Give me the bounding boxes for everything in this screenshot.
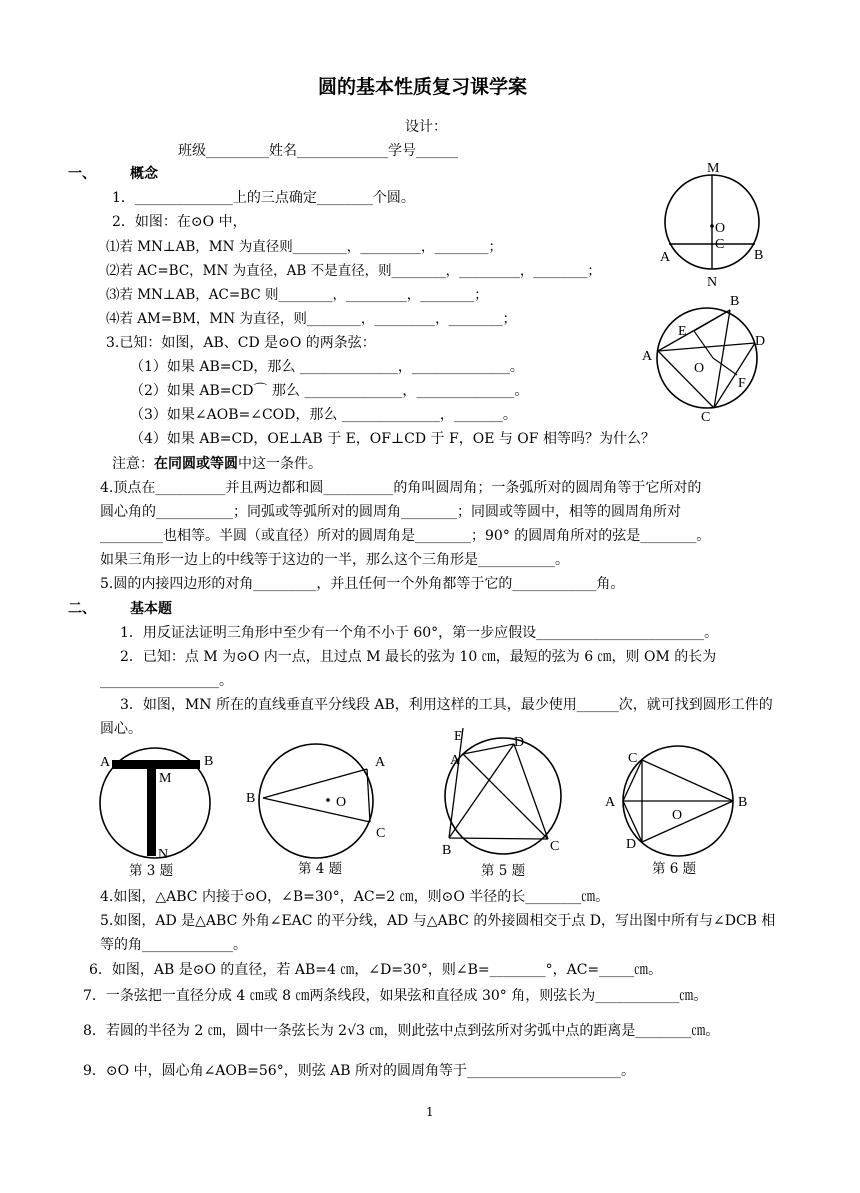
question-line: 4.如图，△ABC 内接于⊙O，∠B=30°，AC=2 ㎝，则⊙O 半径的长________㎝。 [100, 889, 610, 905]
label-C: C [376, 826, 386, 841]
question-line: 2．已知：点 M 为⊙O 内一点，且过点 M 最长的弦为 10 ㎝，最短的弦为 6 ㎝，则 OM 的长为 [120, 649, 717, 665]
note-emphasis: 在同圆或等圆 [154, 456, 238, 472]
label-A: A [660, 250, 671, 265]
label-B: B [754, 248, 764, 263]
label-C: C [715, 237, 725, 252]
label-B: B [246, 791, 256, 806]
paragraph-line: _________也相等。半圆（或直径）所对的圆周角是________；90° 的圆周角所对的弦是________。 [100, 528, 711, 544]
section-heading: 概念 [130, 166, 158, 182]
label-F: F [738, 376, 746, 391]
section-number: 二、 [68, 601, 96, 617]
label-D: D [755, 334, 766, 349]
question-line: 等的角_____________。 [100, 937, 247, 953]
concept-line: 3.已知：如图，AB、CD 是⊙O 的两条弦： [106, 335, 376, 351]
label-O: O [715, 221, 726, 236]
concept-line: ⑷若 AM=BM，MN 为直径，则________，_________，________； [106, 311, 517, 327]
note-suffix: 中这一条件。 [238, 456, 322, 472]
figure-caption: 第 3 题 [129, 863, 174, 879]
label-B: B [442, 843, 452, 858]
label-A: A [642, 349, 653, 364]
page-number: 1 [426, 1105, 434, 1119]
figure-two-chords [636, 290, 776, 425]
paragraph-line: 5.圆的内接四边形的对角_________，并且任何一个外角都等于它的____________角。 [100, 576, 625, 592]
figure-diameter-angles [600, 742, 760, 862]
section-heading: 基本题 [130, 601, 172, 617]
question-line: 圆心。 [100, 721, 142, 737]
figure-caption: 第 4 题 [298, 861, 343, 877]
designer-label: 设计： [405, 119, 447, 135]
question-line: 5.如图，AD 是△ABC 外角∠EAC 的平分线，AD 与△ABC 的外接圆相交于点 D，写出图中所有与∠DCB 相 [100, 913, 776, 929]
paragraph-line: 如果三角形一边上的中线等于这边的一半，那么这个三角形是___________。 [100, 552, 569, 568]
question-line: 8．若圆的半径为 2 ㎝，圆中一条弦长为 2√3 ㎝，则此弦中点到弦所对劣弧中点的距离是________㎝。 [83, 1023, 720, 1039]
label-A: A [450, 753, 461, 768]
question-line: 1．用反证法证明三角形中至少有一个角不小于 60°，第一步应假设________________________。 [120, 625, 719, 641]
concept-line: 2．如图：在⊙O 中， [112, 214, 247, 230]
label-O: O [672, 808, 683, 823]
label-B: B [730, 294, 740, 309]
label-D: D [626, 837, 637, 852]
label-C: C [701, 410, 711, 425]
label-A: A [375, 755, 386, 770]
label-B: B [738, 795, 748, 810]
question-line: 9．⊙O 中，圆心角∠AOB=56°，则弦 AB 所对的圆周角等于______________________。 [83, 1063, 636, 1079]
label-E: E [454, 729, 463, 744]
label-N: N [707, 275, 718, 290]
label-C: C [628, 751, 638, 766]
figure-circle-diameter-chord [650, 160, 780, 295]
paragraph-line: 4.顶点在__________并且两边都和圆__________的角叫圆周角；一条弧所对的圆周角等于它所对的 [100, 480, 702, 496]
figure-inscribed-triangle-1 [240, 740, 390, 865]
concept-line: ⑵若 AC=BC，MN 为直径，AB 不是直径，则________，_________，________； [106, 263, 601, 279]
student-info-line: 班级_________姓名_____________学号______ [178, 143, 458, 159]
note-line [112, 455, 322, 473]
note-prefix: 注意： [112, 456, 154, 472]
label-D: D [514, 735, 525, 750]
figure-caption: 第 6 题 [652, 861, 697, 877]
label-A: A [100, 755, 111, 770]
concept-line: （4）如果 AB=CD，OE⊥AB 于 E，OF⊥CD 于 F，OE 与 OF 相等吗？为什么？ [130, 431, 655, 447]
question-line: 3．如图，MN 所在的直线垂直平分线段 AB，利用这样的工具，最少使用______次，就可找到圆形工件的 [120, 697, 773, 713]
paragraph-line: 圆心角的___________；同弧或等弧所对的圆周角________；同圆或等圆中，相等的圆周角所对 [100, 504, 681, 520]
label-M: M [159, 771, 172, 786]
label-C: C [550, 839, 560, 854]
concept-line: （1）如果 AB=CD，那么 ______________，______________。 [130, 359, 524, 375]
concept-line: （3）如果∠AOB=∠COD，那么 ______________，_______。 [130, 407, 517, 423]
label-N: N [158, 847, 169, 860]
concept-line: （2）如果 AB=CD⌒ 那么 ______________，______________。 [130, 383, 529, 399]
label-O: O [694, 361, 705, 376]
label-B: B [204, 754, 214, 769]
label-O: O [336, 795, 347, 810]
question-line: 7．一条弦把一直径分成 4 ㎝或 8 ㎝两条线段，如果弦和直径成 30° 角，则弦长为____________㎝。 [83, 988, 708, 1004]
label-E: E [678, 324, 687, 339]
figure-external-bisector [436, 722, 571, 862]
question-line: _________________。 [100, 673, 233, 689]
section-number: 一、 [68, 166, 96, 182]
concept-line: ⑶若 MN⊥AB，AC=BC 则________，_________，________； [106, 287, 488, 303]
figure-caption: 第 5 题 [481, 863, 526, 879]
concept-line: ⑴若 MN⊥AB，MN 为直径则________，_________，________； [106, 239, 502, 255]
question-line: 6．如图，AB 是⊙O 的直径，若 AB=4 ㎝，∠D=30°，则∠B=________°，AC=_____㎝。 [89, 962, 663, 978]
label-A: A [605, 795, 616, 810]
concept-line: 1．______________上的三点确定________个圆。 [112, 190, 415, 206]
figure-t-square [92, 735, 222, 860]
page-title: 圆的基本性质复习课学案 [318, 76, 528, 98]
label-M: M [707, 161, 720, 176]
